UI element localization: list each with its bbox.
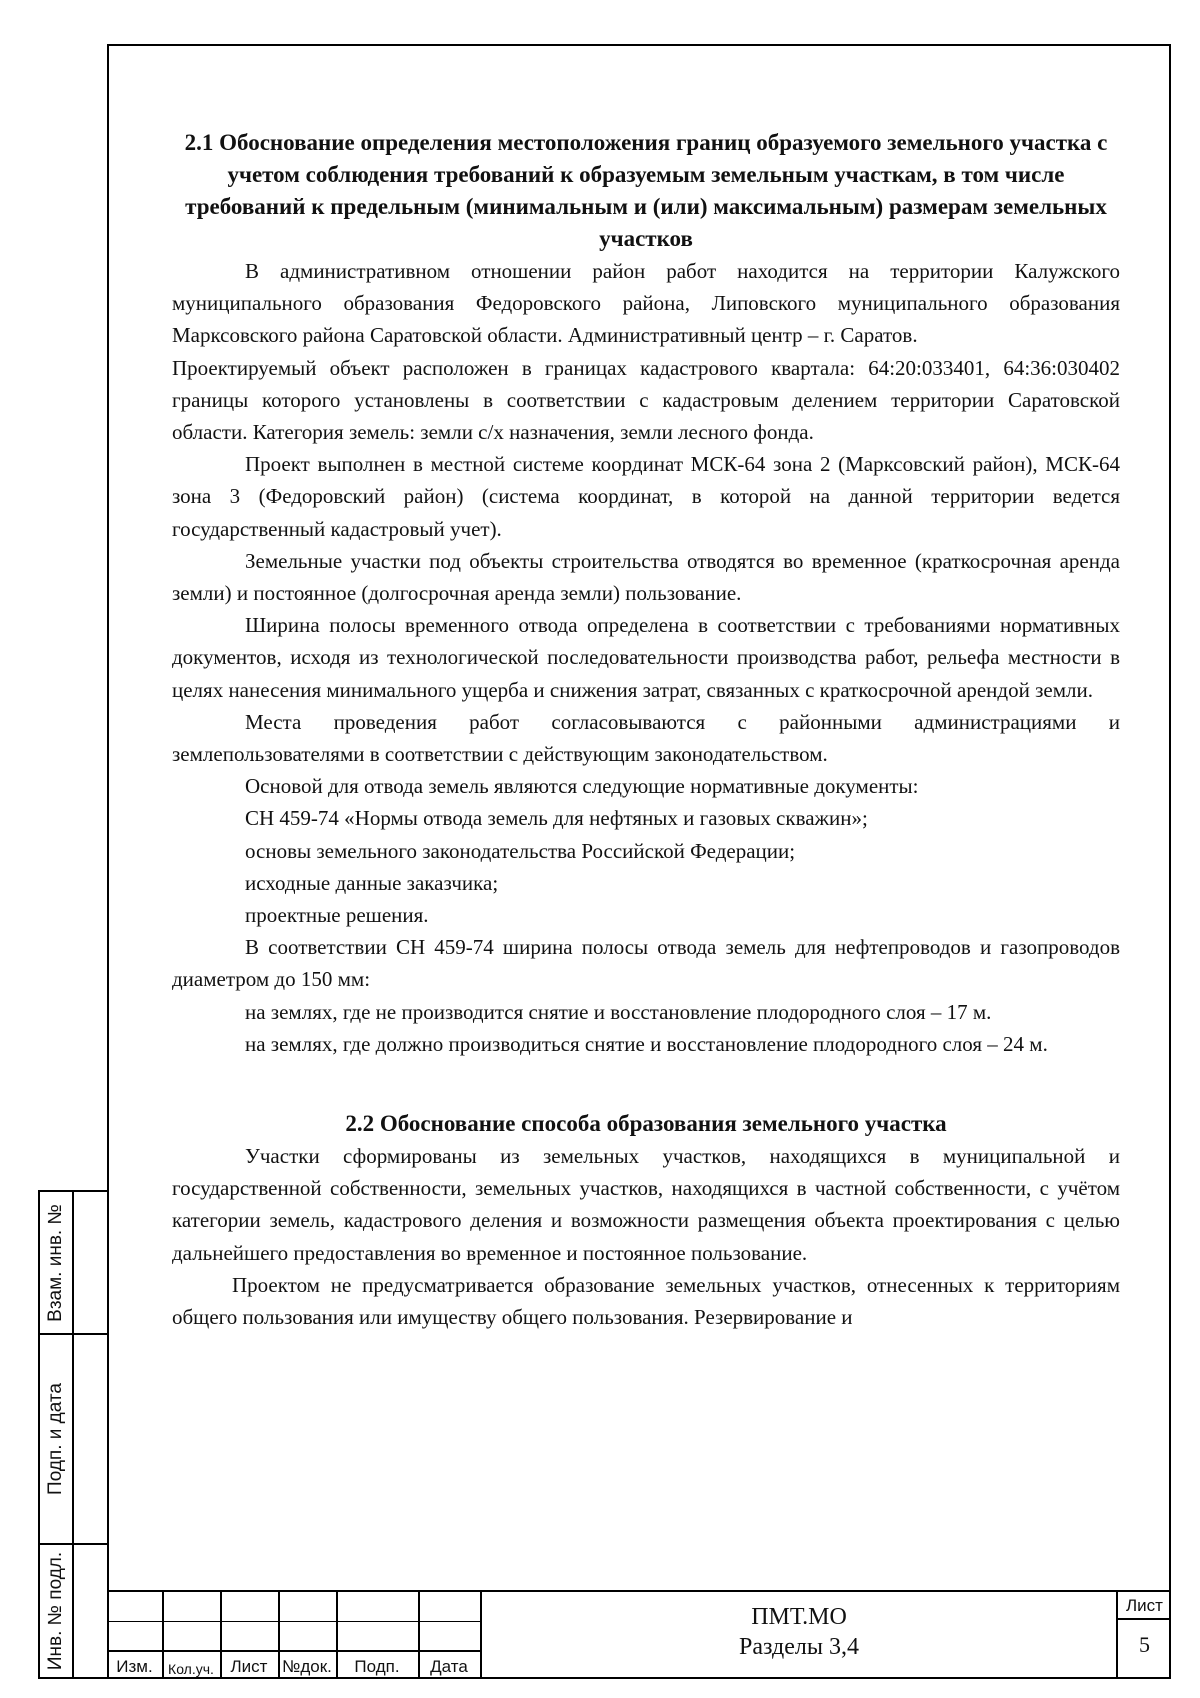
revision-grid: [107, 1592, 482, 1679]
col-podp: Подп.: [354, 1657, 400, 1676]
paragraph: Ширина полосы временного отвода определена в соответствии с требованиями нормативных документов, исходя из технологической последовательности производства работ, рельефа местности в целях нанесения минимального ущерба и снижения затрат, связанных с краткосрочной арендой земли.: [172, 613, 1120, 702]
paragraph: на землях, где должно производиться снятие и восстановление плодородного слоя – 24 м.: [245, 1031, 1048, 1056]
sheet-label: Лист: [1118, 1594, 1171, 1620]
title-block: [107, 1590, 1171, 1679]
list-item: проектные решения.: [245, 903, 429, 928]
paragraph: Места проведения работ согласовываются с районными администрациями и землепользователями в соответствии с действующим законодательством.: [172, 709, 1120, 767]
document-code-line: ПМТ.МО: [751, 1604, 847, 1630]
paragraph: В административном отношении район работ находится на территории Калужского муниципального образования Федоровского района, Липовского муниципального образования Марксовского района Саратовской области. Административный центр – г. Саратов.: [172, 259, 1120, 348]
list-item: СН 459-74 «Нормы отвода земель для нефтяных и газовых скважин»;: [245, 806, 868, 831]
paragraph: Участки сформированы из земельных участков, находящихся в муниципальной и государственной собственности, земельных участков, находящихся в частной собственности, с учётом категории земель, кадастрового деления и возможности размещения объекта проектирования с целью дальнейшего предоставления во временное и постоянное пользование.: [172, 1144, 1120, 1265]
sheet-number: 5: [1139, 1632, 1150, 1657]
side-label-podp: Подп. и дата: [45, 1383, 67, 1495]
col-ndok: №док.: [282, 1657, 332, 1676]
side-stamp-vzam: [38, 1190, 107, 1335]
paragraph: Проектируемый объект расположен в границах кадастрового квартала: 64:20:033401, 64:36:030402 границы которого установлены в соответствии с кадастровым делением территории Саратовской области. Категория земель: земли с/х назначения, земли лесного фонда.: [172, 355, 1120, 445]
col-kol-uch: Кол.уч.: [168, 1661, 214, 1677]
paragraph: Земельные участки под объекты строительства отводятся во временное (краткосрочная аренда земли) и постоянное (долгосрочная аренда земли) пользование.: [172, 548, 1120, 606]
paragraph: В соответствии СН 459-74 ширина полосы отвода земель для нефтепроводов и газопроводов диаметром до 150 мм:: [172, 935, 1120, 992]
paragraph: на землях, где не производится снятие и восстановление плодородного слоя – 17 м.: [245, 999, 992, 1024]
section-2-1-title: 2.1 Обоснование определения местоположения границ образуемого земельного участка с учетом соблюдения требований к образуемым земельным участкам, в том числе требований к предельным (минимальным и (или) максимальным) размерам земельных участков: [184, 130, 1108, 251]
col-izm: Изм.: [116, 1657, 153, 1676]
paragraph: Проект выполнен в местной системе координат МСК-64 зона 2 (Марксовский район), МСК-64 зона 3 (Федоровский район) (система координат, в которой на данной территории ведется государственный кадастровый учет).: [172, 452, 1120, 541]
col-data: Дата: [430, 1657, 468, 1676]
document-code: [482, 1602, 1116, 1662]
side-label-vzam: Взам. инв. №: [45, 1203, 66, 1322]
document-body: [172, 127, 1120, 1333]
list-item: основы земельного законодательства Российской Федерации;: [245, 838, 796, 863]
paragraph: Проектом не предусматривается образование земельных участков, отнесенных к территориям общего пользования или имуществу общего пользования. Резервирование и: [172, 1272, 1120, 1330]
paragraph: Основой для отвода земель являются следующие нормативные документы:: [245, 774, 919, 799]
list-item: исходные данные заказчика;: [245, 870, 499, 895]
side-label-inv: Инв. № подл.: [45, 1551, 67, 1671]
side-stamp-inv: [38, 1543, 107, 1679]
document-sections: Разделы 3,4: [738, 1634, 859, 1660]
col-list: Лист: [230, 1657, 268, 1676]
side-stamp-podp: [38, 1333, 107, 1545]
sheet-box: [1116, 1592, 1171, 1679]
section-2-2-title: 2.2 Обоснование способа образования земельного участка: [345, 1111, 947, 1137]
